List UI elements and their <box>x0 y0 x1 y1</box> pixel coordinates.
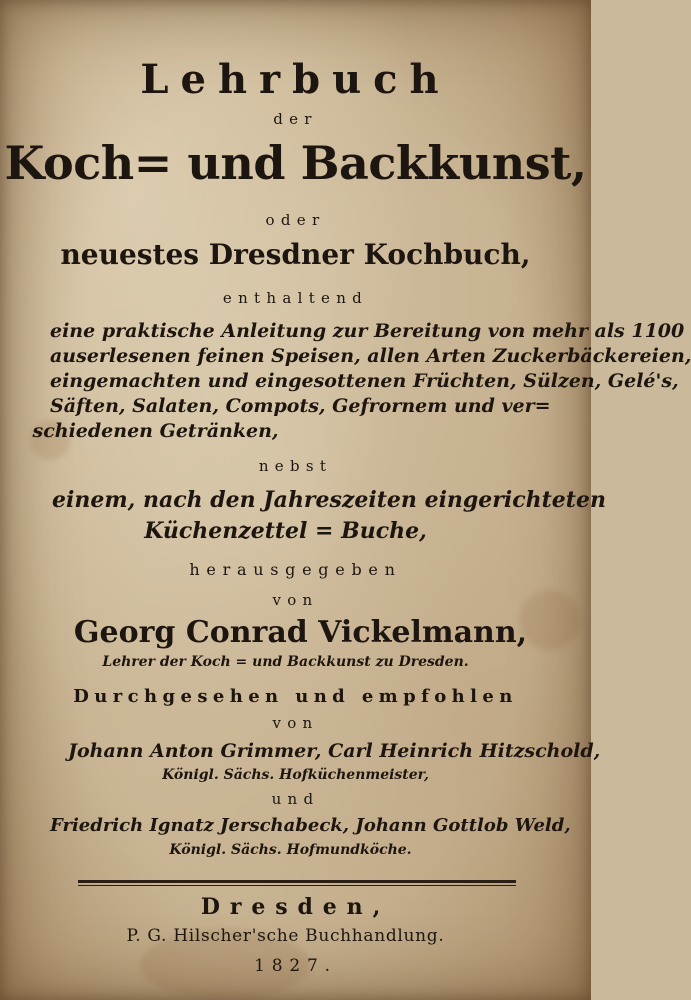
von-1: von <box>272 591 319 609</box>
publisher: P. G. Hilscher'sche Buchhandlung. <box>126 926 445 946</box>
description-line: eine praktische Anleitung zur Bereitung von mehr als 1100 <box>50 320 685 342</box>
supplement-line-2: Küchenzettel = Buche, <box>144 518 427 544</box>
title-connector-der: der <box>273 110 318 128</box>
herausgegeben: herausgegeben <box>189 560 402 579</box>
reviewers-title-1: Königl. Sächs. Hofküchenmeister, <box>162 767 429 783</box>
enthaltend: enthaltend <box>222 289 369 307</box>
description-line: schiedenen Getränken, <box>32 420 279 442</box>
reviewers-line-2: Friedrich Ignatz Jerschabeck, Johann Gottlob Weld, <box>50 815 571 836</box>
von-2: von <box>272 714 319 732</box>
supplement-line-1: einem, nach den Jahreszeiten eingerichteten <box>52 487 606 513</box>
reviewers-line-1: Johann Anton Grimmer, Carl Heinrich Hitzschold, <box>68 740 601 762</box>
divider-rule <box>78 880 516 883</box>
author-name: Georg Conrad Vickelmann, <box>73 615 528 650</box>
title-line-2: Koch= und Backkunst, <box>4 136 587 190</box>
city: Dresden, <box>200 894 391 920</box>
author-title: Lehrer der Koch = und Backkunst zu Dresden. <box>102 654 469 670</box>
reviewers-title-2: Königl. Sächs. Hofmundköche. <box>169 842 412 858</box>
title-connector-oder: oder <box>265 211 326 229</box>
year: 1827. <box>254 956 337 976</box>
reviewed-and-recommended: Durchgesehen und empfohlen <box>73 686 518 707</box>
description-line: auserlesenen feinen Speisen, allen Arten Zuckerbäckereien, <box>50 345 691 367</box>
description-line: eingemachten und eingesottenen Früchten, Sülzen, Gelé's, <box>50 370 679 392</box>
description-line: Säften, Salaten, Compots, Gefrornem und ver= <box>50 395 551 417</box>
title-line-3: neuestes Dresdner Kochbuch, <box>60 238 531 271</box>
divider-rule-thin <box>78 885 516 886</box>
nebst: nebst <box>258 457 333 475</box>
title-line-1: Lehrbuch <box>140 56 451 103</box>
und: und <box>271 790 320 808</box>
